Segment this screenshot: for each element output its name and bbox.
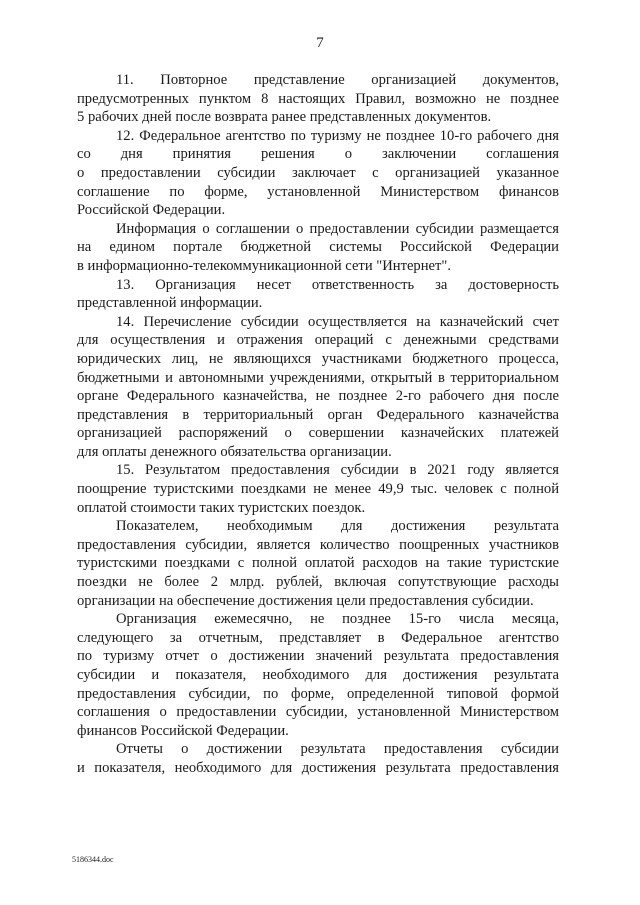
text-line: Российской Федерации. [77, 202, 226, 219]
text-line: со дня принятия решения о заключении соглашения [77, 146, 559, 163]
text-line: Показателем, необходимым для достижения результата [116, 518, 559, 535]
text-line: организацией распоряжений о совершении казначейских платежей [77, 425, 559, 442]
text-line: 14. Перечисление субсидии осуществляется на казначейский счет [116, 313, 559, 330]
text-line: 11. Повторное представление организацией документов, [116, 72, 559, 88]
text-line: 5 рабочих дней после возврата ранее представленных документов. [77, 109, 492, 126]
text-line: юридических лиц, не являющихся участниками бюджетного процесса, [77, 350, 559, 367]
page-number: 7 [316, 35, 324, 51]
text-line: представленной информации. [77, 295, 263, 312]
text-line: Организация ежемесячно, не позднее 15-го числа месяца, [116, 611, 559, 628]
text-line: финансов Российской Федерации. [77, 722, 289, 739]
text-line: соглашения о предоставлении субсидии, установленной Министерством [77, 704, 559, 721]
text-line: организации на обеспечение достижения цели предоставления субсидии. [77, 592, 534, 609]
text-line: для осуществления и отражения операций с денежными средствами [77, 332, 559, 349]
text-line: 12. Федеральное агентство по туризму не позднее 10-го рабочего дня [116, 127, 559, 144]
text-line: субсидии и показателя, необходимого для достижения результата [77, 667, 559, 683]
text-line: 15. Результатом предоставления субсидии в 2021 году является [116, 462, 559, 479]
text-line: Отчеты о достижении результата предоставления субсидии [116, 741, 559, 758]
text-line: предоставления субсидии, является количество поощренных участников [77, 536, 559, 553]
text-line: для оплаты денежного обязательства организации. [77, 443, 392, 460]
text-line: оплатой стоимости таких туристских поездок. [77, 499, 366, 516]
footer-filename: 5186344.doc [72, 855, 114, 864]
text-line: соглашение по форме, установленной Министерством финансов [77, 183, 559, 200]
text-line: и показателя, необходимого для достижения результата предоставления [77, 759, 559, 776]
text-line: о предоставлении субсидии заключает с организацией указанное [77, 164, 559, 181]
text-line: поощрение туристскими поездками не менее 49,9 тыс. человек с полной [77, 481, 559, 498]
text-line: следующего за отчетным, представляет в Федеральное агентство [77, 629, 559, 646]
text-line: представления в территориальный орган Федерального казначейства [77, 406, 559, 423]
text-line: туристскими поездками с полной оплатой расходов на такие туристские [77, 555, 559, 572]
text-line: предоставления субсидии, по форме, определенной типовой формой [77, 685, 559, 702]
body-text [77, 71, 559, 778]
text-line: 13. Организация несет ответственность за достоверность [116, 276, 559, 293]
text-line: поездки не более 2 млрд. рублей, включая сопутствующие расходы [77, 574, 559, 591]
text-line: в информационно-телекоммуникационной сети "Интернет". [77, 257, 451, 274]
text-line: по туризму отчет о достижении значений результата предоставления [77, 648, 559, 665]
text-line: бюджетными и автономными учреждениями, открытый в территориальном [77, 369, 559, 386]
text-line: предусмотренных пунктом 8 настоящих Правил, возможно не позднее [77, 90, 559, 107]
text-line: органе Федерального казначейства, не позднее 2-го рабочего дня после [77, 388, 559, 405]
text-line: на едином портале бюджетной системы Российской Федерации [77, 239, 559, 256]
text-line: Информация о соглашении о предоставлении субсидии размещается [116, 220, 559, 237]
